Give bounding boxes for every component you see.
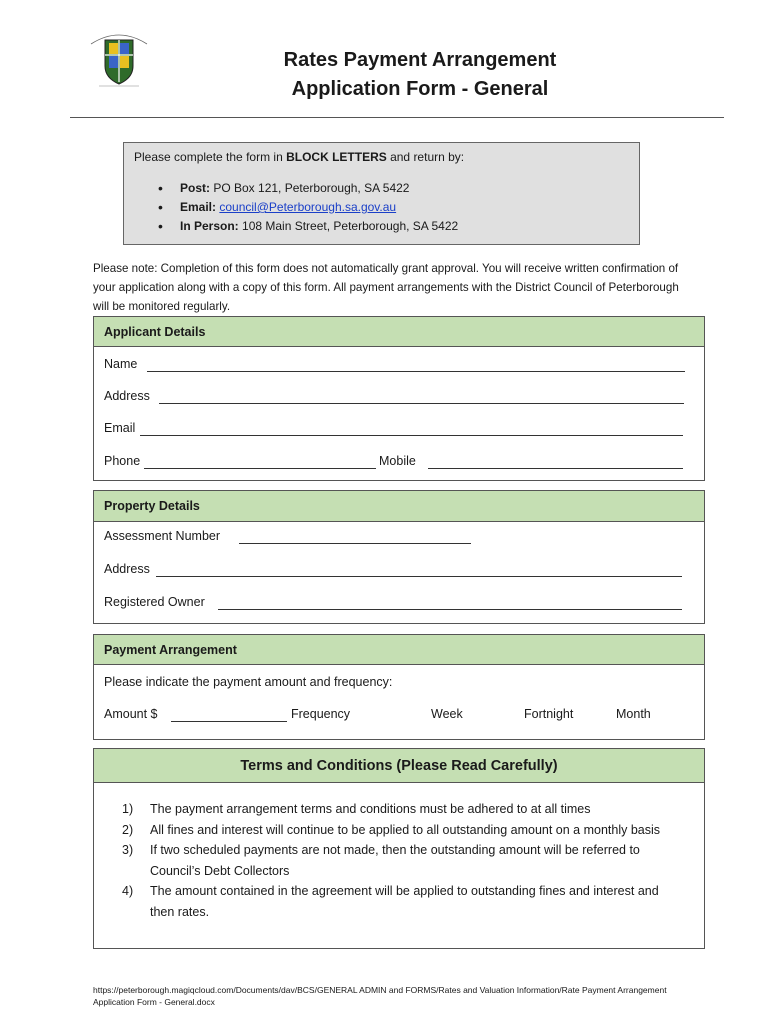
terms-item: 1) The payment arrangement terms and conditions must be adhered to at all times xyxy=(122,802,591,816)
mobile-label: Mobile xyxy=(379,454,416,468)
amount-field[interactable] xyxy=(171,721,287,722)
approval-note: Please note: Completion of this form does not automatically grant approval. You will receive written confirmation of your application along with a copy of this form. All payment arrangements with the District Council of Peterborough will be monitored regularly. xyxy=(93,262,679,313)
form-title-line1: Rates Payment Arrangement xyxy=(283,49,557,71)
assessment-number-field[interactable] xyxy=(239,543,471,544)
frequency-option-fortnight[interactable]: Fortnight xyxy=(524,707,574,721)
property-address-field[interactable] xyxy=(156,576,682,577)
terms-item: 4) The amount contained in the agreement will be applied to outstanding fines and interest and then rates. xyxy=(122,884,659,919)
phone-label: Phone xyxy=(104,454,141,468)
payment-arrangement-section xyxy=(93,634,705,740)
name-label: Name xyxy=(104,357,138,371)
assessment-number-label: Assessment Number xyxy=(104,529,221,543)
form-title-line2: Application Form - General xyxy=(291,78,549,100)
return-method-email: • Email: council@Peterborough.sa.gov.au xyxy=(124,198,458,217)
address-field[interactable] xyxy=(159,403,684,404)
payment-arrangement-header: Payment Arrangement xyxy=(94,635,704,665)
header-divider xyxy=(70,117,724,118)
frequency-label: Frequency xyxy=(291,707,351,721)
terms-item: 2) All fines and interest will continue to be applied to all outstanding amount on a monthly basis xyxy=(122,822,661,837)
address-label: Address xyxy=(104,389,150,403)
property-details-section xyxy=(93,490,705,624)
applicant-details-header: Applicant Details xyxy=(94,317,704,347)
return-instructions-box xyxy=(123,142,640,245)
registered-owner-field[interactable] xyxy=(218,609,682,610)
frequency-option-month[interactable]: Month xyxy=(616,707,651,721)
amount-label: Amount $ xyxy=(104,707,158,721)
council-email-link[interactable]: council@Peterborough.sa.gov.au xyxy=(219,200,397,214)
return-methods-list xyxy=(124,179,458,236)
applicant-details-section xyxy=(93,316,705,481)
return-method-post: • Post: PO Box 121, Peterborough, SA 5422 xyxy=(124,179,458,198)
document-path-footer: https://peterborough.magiqcloud.com/Documents/dav/BCS/GENERAL ADMIN and FORMS/Rates and Valuation Information/Rate Payment Arrangement Application Form - General.docx xyxy=(93,985,667,1007)
terms-conditions-header: Terms and Conditions (Please Read Carefully) xyxy=(94,749,704,783)
council-logo xyxy=(85,28,153,90)
return-method-in-person: • In Person: 108 Main Street, Peterborough, SA 5422 xyxy=(124,217,458,236)
phone-field[interactable] xyxy=(144,468,376,469)
payment-instruction: Please indicate the payment amount and frequency: xyxy=(104,675,393,689)
registered-owner-label: Registered Owner xyxy=(104,595,205,609)
terms-conditions-section xyxy=(93,748,705,949)
mobile-field[interactable] xyxy=(428,468,683,469)
return-instructions-intro: Please complete the form in BLOCK LETTERS and return by: xyxy=(134,150,465,164)
terms-list xyxy=(122,799,672,922)
email-label: Email xyxy=(104,421,136,435)
frequency-option-week[interactable]: Week xyxy=(431,707,463,721)
email-field[interactable] xyxy=(140,435,683,436)
property-address-label: Address xyxy=(104,562,150,576)
name-field[interactable] xyxy=(147,371,685,372)
property-details-header: Property Details xyxy=(94,491,704,522)
terms-item: 3) If two scheduled payments are not made, then the outstanding amount will be referred to Council’s Debt Collectors xyxy=(122,843,640,878)
